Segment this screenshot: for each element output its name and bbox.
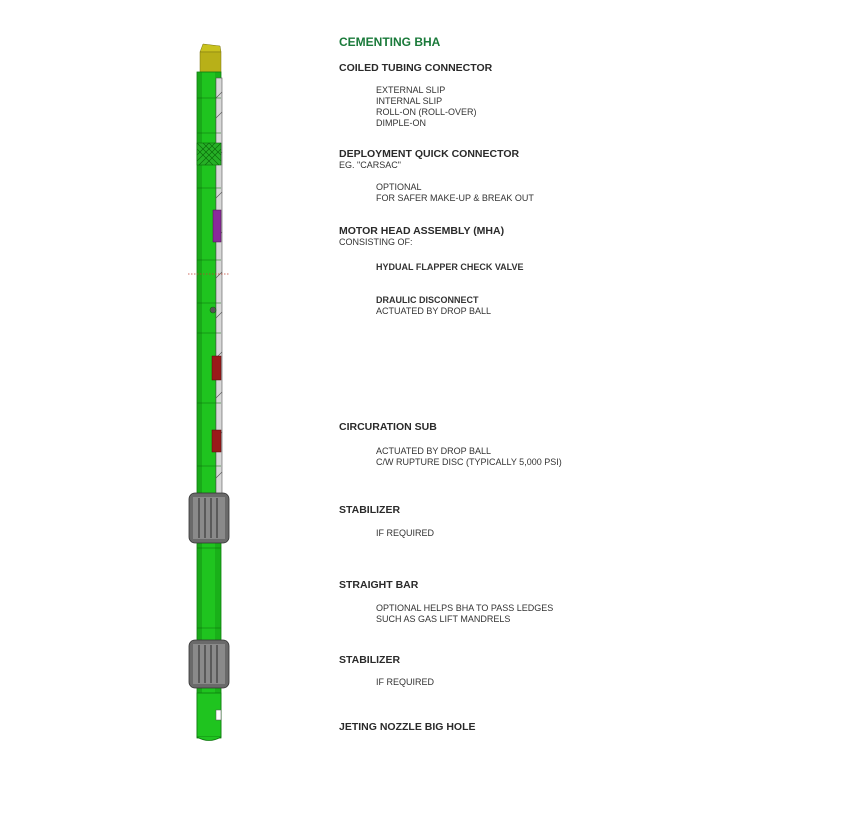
- circ-sub-label: CIRCURATION SUB: [339, 421, 437, 433]
- detail-line: C/W RUPTURE DISC (TYPICALLY 5,000 PSI): [376, 457, 562, 467]
- detail-line: EXTERNAL SLIP: [376, 85, 446, 95]
- detail-line: INTERNAL SLIP: [376, 96, 443, 106]
- detail-line: OPTIONAL HELPS BHA TO PASS LEDGES: [376, 603, 554, 613]
- dqc-details: [376, 182, 534, 204]
- detail-line: OPTIONAL: [376, 182, 422, 192]
- check-valve-label: HYDUAL FLAPPER CHECK VALVE: [376, 262, 524, 272]
- disconnect-label: DRAULIC DISCONNECT: [376, 295, 479, 305]
- detail-line: FOR SAFER MAKE-UP & BREAK OUT: [376, 193, 534, 203]
- check-valve: [213, 210, 221, 242]
- quick-connector-mesh: [197, 143, 221, 165]
- nozzle-label: JETING NOZZLE BIG HOLE: [339, 721, 476, 733]
- detail-line: ROLL-ON (ROLL-OVER): [376, 107, 477, 117]
- stabilizer-1-detail: IF REQUIRED: [376, 528, 435, 538]
- straight-bar-details: [376, 603, 553, 625]
- bha-tool-diagram: [180, 38, 240, 743]
- detail-line: ACTUATED BY DROP BALL: [376, 446, 492, 456]
- circulation-port-2: [212, 430, 221, 452]
- circ-sub-details: [376, 446, 562, 468]
- diagram-title: CEMENTING BHA: [339, 35, 441, 49]
- coiled-tubing-end: [200, 44, 221, 72]
- stabilizer-2-label: STABILIZER: [339, 654, 401, 666]
- ct-connector-details: [376, 85, 477, 129]
- detail-line: DIMPLE-ON: [376, 118, 427, 128]
- straight-bar-label: STRAIGHT BAR: [339, 579, 419, 591]
- stabilizer-2-detail: IF REQUIRED: [376, 677, 435, 687]
- dqc-subtitle: EG. "CARSAC": [339, 160, 401, 170]
- ct-connector-label: COILED TUBING CONNECTOR: [339, 62, 493, 74]
- detail-line: SUCH AS GAS LIFT MANDRELS: [376, 614, 511, 624]
- circulation-port-1: [212, 356, 221, 380]
- mha-label: MOTOR HEAD ASSEMBLY (MHA): [339, 225, 505, 237]
- stabilizer-1: [189, 493, 229, 543]
- mha-subtitle: CONSISTING OF:: [339, 237, 413, 247]
- stabilizer-2: [189, 640, 229, 688]
- disconnect-detail: ACTUATED BY DROP BALL: [376, 306, 492, 316]
- jetting-nozzle: [197, 693, 221, 741]
- dqc-label: DEPLOYMENT QUICK CONNECTOR: [339, 148, 520, 160]
- stabilizer-1-label: STABILIZER: [339, 504, 401, 516]
